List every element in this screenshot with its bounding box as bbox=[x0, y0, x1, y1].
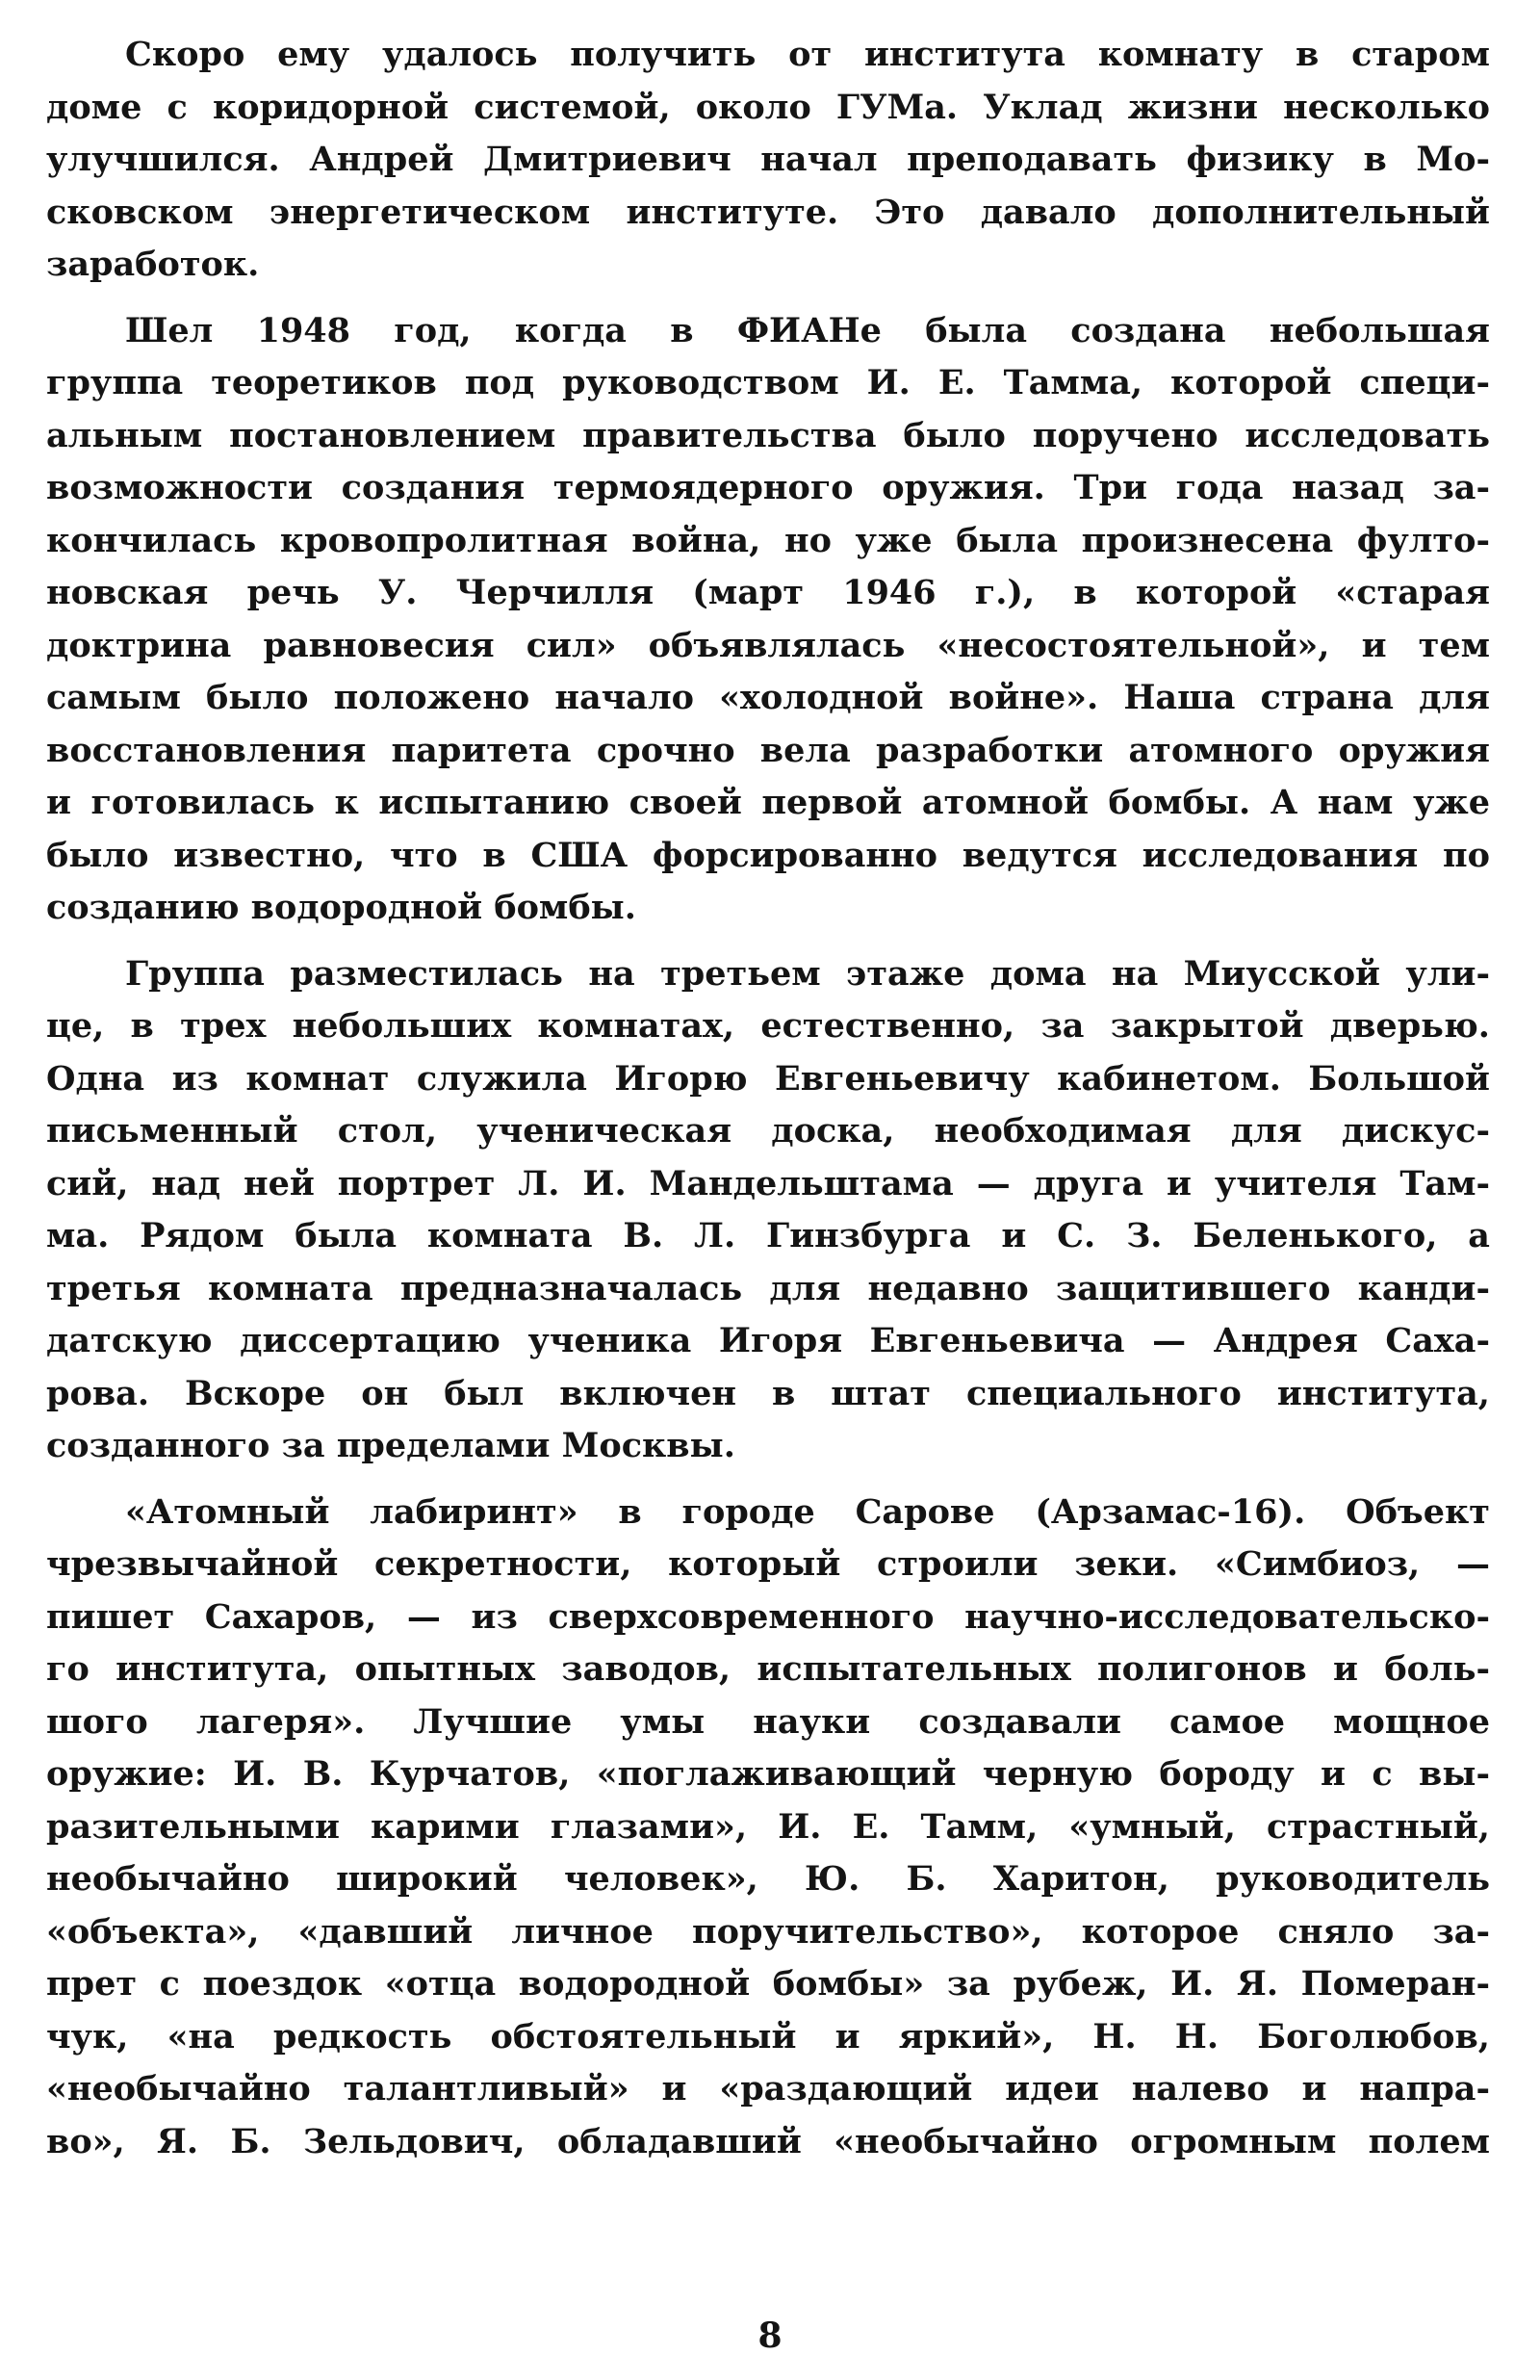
text-line: заработок. bbox=[46, 245, 260, 284]
text-line: рова. Вскоре он был включен в штат специального института, bbox=[46, 1373, 1490, 1413]
text-line: было известно, что в США форсированно ведутся исследования по bbox=[46, 835, 1490, 875]
text-line: «необычайно талантливый» и «раздающий идеи налево и напра- bbox=[46, 2069, 1490, 2108]
text-line: письменный стол, ученическая доска, необходимая для дискус- bbox=[46, 1111, 1490, 1151]
text-line: самым было положено начало «холодной войне». Наша страна для bbox=[46, 678, 1490, 717]
text-line: и готовилась к испытанию своей первой атомной бомбы. А нам уже bbox=[46, 783, 1490, 822]
text-line: улучшился. Андрей Дмитриевич начал преподавать физику в Мо- bbox=[46, 140, 1490, 179]
text-body bbox=[46, 29, 1490, 2168]
text-line: це, в трех небольших комнатах, естественно, за закрытой дверью. bbox=[46, 1006, 1490, 1046]
text-line: пишет Сахаров, — из сверхсовременного научно-исследовательско- bbox=[46, 1596, 1490, 1637]
text-line: доктрина равновесия сил» объявлялась «несостоятельной», и тем bbox=[46, 625, 1490, 665]
paragraph bbox=[46, 29, 1490, 292]
text-line: восстановления паритета срочно вела разработки атомного оружия bbox=[46, 730, 1490, 770]
text-line: шого лагеря». Лучшие умы науки создавали самое мощное bbox=[46, 1701, 1490, 1742]
text-line: го института, опытных заводов, испытательных полигонов и боль- bbox=[46, 1649, 1490, 1689]
text-line: оружие: И. В. Курчатов, «поглаживающий черную бороду и с вы- bbox=[46, 1754, 1490, 1794]
text-line: датскую диссертацию ученика Игоря Евгеньевича — Андрея Саха- bbox=[46, 1321, 1490, 1360]
text-line: альным постановлением правительства было поручено исследовать bbox=[46, 415, 1490, 455]
text-line: группа теоретиков под руководством И. Е. Тамма, которой специ- bbox=[46, 363, 1490, 402]
page-number: 8 bbox=[757, 2315, 783, 2356]
text-line: возможности создания термоядерного оружия. Три года назад за- bbox=[46, 468, 1490, 507]
text-line: разительными карими глазами», И. Е. Тамм, «умный, страстный, bbox=[46, 1806, 1490, 1847]
text-line: Группа разместилась на третьем этаже дома на Миусской ули- bbox=[125, 953, 1490, 994]
text-line: «Атомный лабиринт» в городе Сарове (Арзамас-16). Объект bbox=[125, 1491, 1490, 1532]
text-line: сий, над ней портрет Л. И. Мандельштама — друга и учителя Там- bbox=[46, 1163, 1490, 1203]
text-line: чук, «на редкость обстоятельный и яркий», Н. Н. Боголюбов, bbox=[46, 2016, 1490, 2057]
text-line: необычайно широкий человек», Ю. Б. Харитон, руководитель bbox=[46, 1859, 1490, 1899]
text-line: ма. Рядом была комната В. Л. Гинзбурга и С. З. Беленького, а bbox=[46, 1216, 1490, 1255]
text-line: сковском энергетическом институте. Это давало дополнительный bbox=[46, 192, 1490, 232]
paragraph bbox=[46, 305, 1490, 935]
text-line: созданного за пределами Москвы. bbox=[46, 1426, 735, 1465]
book-page bbox=[46, 29, 1490, 2340]
text-line: третья комната предназначалась для недавно защитившего канди- bbox=[46, 1268, 1490, 1308]
text-line: Одна из комнат служила Игорю Евгеньевичу кабинетом. Большой bbox=[46, 1058, 1490, 1099]
text-line: Шел 1948 год, когда в ФИАНе была создана небольшая bbox=[125, 310, 1490, 350]
paragraph bbox=[46, 948, 1490, 1473]
text-line: прет с поездок «отца водородной бомбы» за рубеж, И. Я. Померан- bbox=[46, 1964, 1490, 2004]
text-line: доме с коридорной системой, около ГУМа. Уклад жизни несколько bbox=[46, 87, 1490, 127]
text-line: новская речь У. Черчилля (март 1946 г.), в которой «старая bbox=[46, 573, 1490, 612]
text-line: Скоро ему удалось получить от института комнату в старом bbox=[125, 35, 1490, 74]
text-line: кончилась кровопролитная война, но уже была произнесена фулто- bbox=[46, 520, 1490, 560]
paragraph bbox=[46, 1487, 1490, 2169]
text-line: чрезвычайной секретности, который строили зеки. «Симбиоз, — bbox=[46, 1544, 1490, 1584]
text-line: во», Я. Б. Зельдович, обладавший «необычайно огромным полем bbox=[46, 2121, 1490, 2161]
text-line: созданию водородной бомбы. bbox=[46, 888, 636, 927]
text-line: «объекта», «давший личное поручительство», которое сняло за- bbox=[46, 1911, 1490, 1952]
